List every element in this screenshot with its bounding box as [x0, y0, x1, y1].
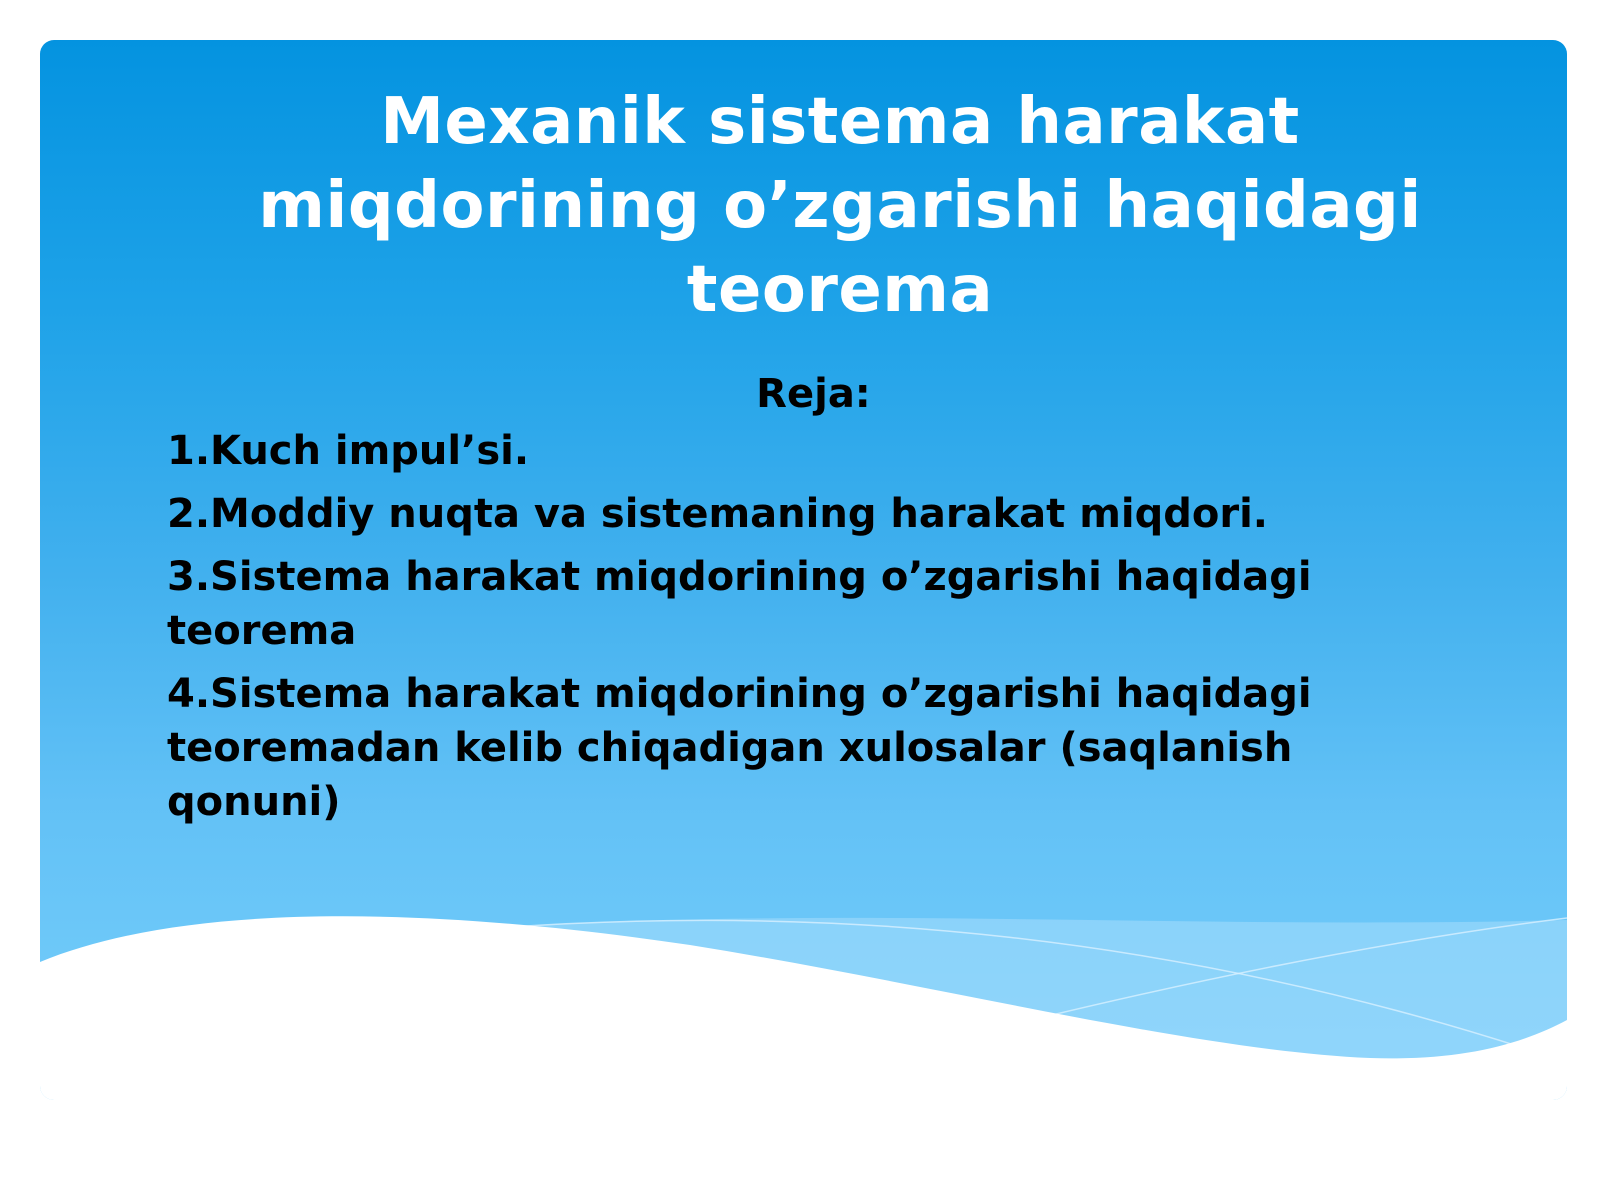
plan-item-4: 4.Sistema harakat miqdorining o’zgarishi haqidagi teoremadan kelib chiqadigan xulosalar (saqlanish qonuni) [167, 671, 1312, 825]
plan-list [167, 424, 1327, 838]
plan-item-3: 3.Sistema harakat miqdorining o’zgarishi haqidagi teorema [167, 554, 1312, 654]
slide-title: Mexanik sistema harakat miqdorining o’zgarishi haqidagi teorema [258, 85, 1422, 327]
slide-background-panel [40, 40, 1567, 1100]
plan-item-2: 2.Moddiy nuqta va sistemaning harakat miqdori. [167, 491, 1268, 537]
plan-item-1: 1.Kuch impul’si. [167, 428, 530, 474]
plan-heading: Reja: [756, 371, 871, 417]
